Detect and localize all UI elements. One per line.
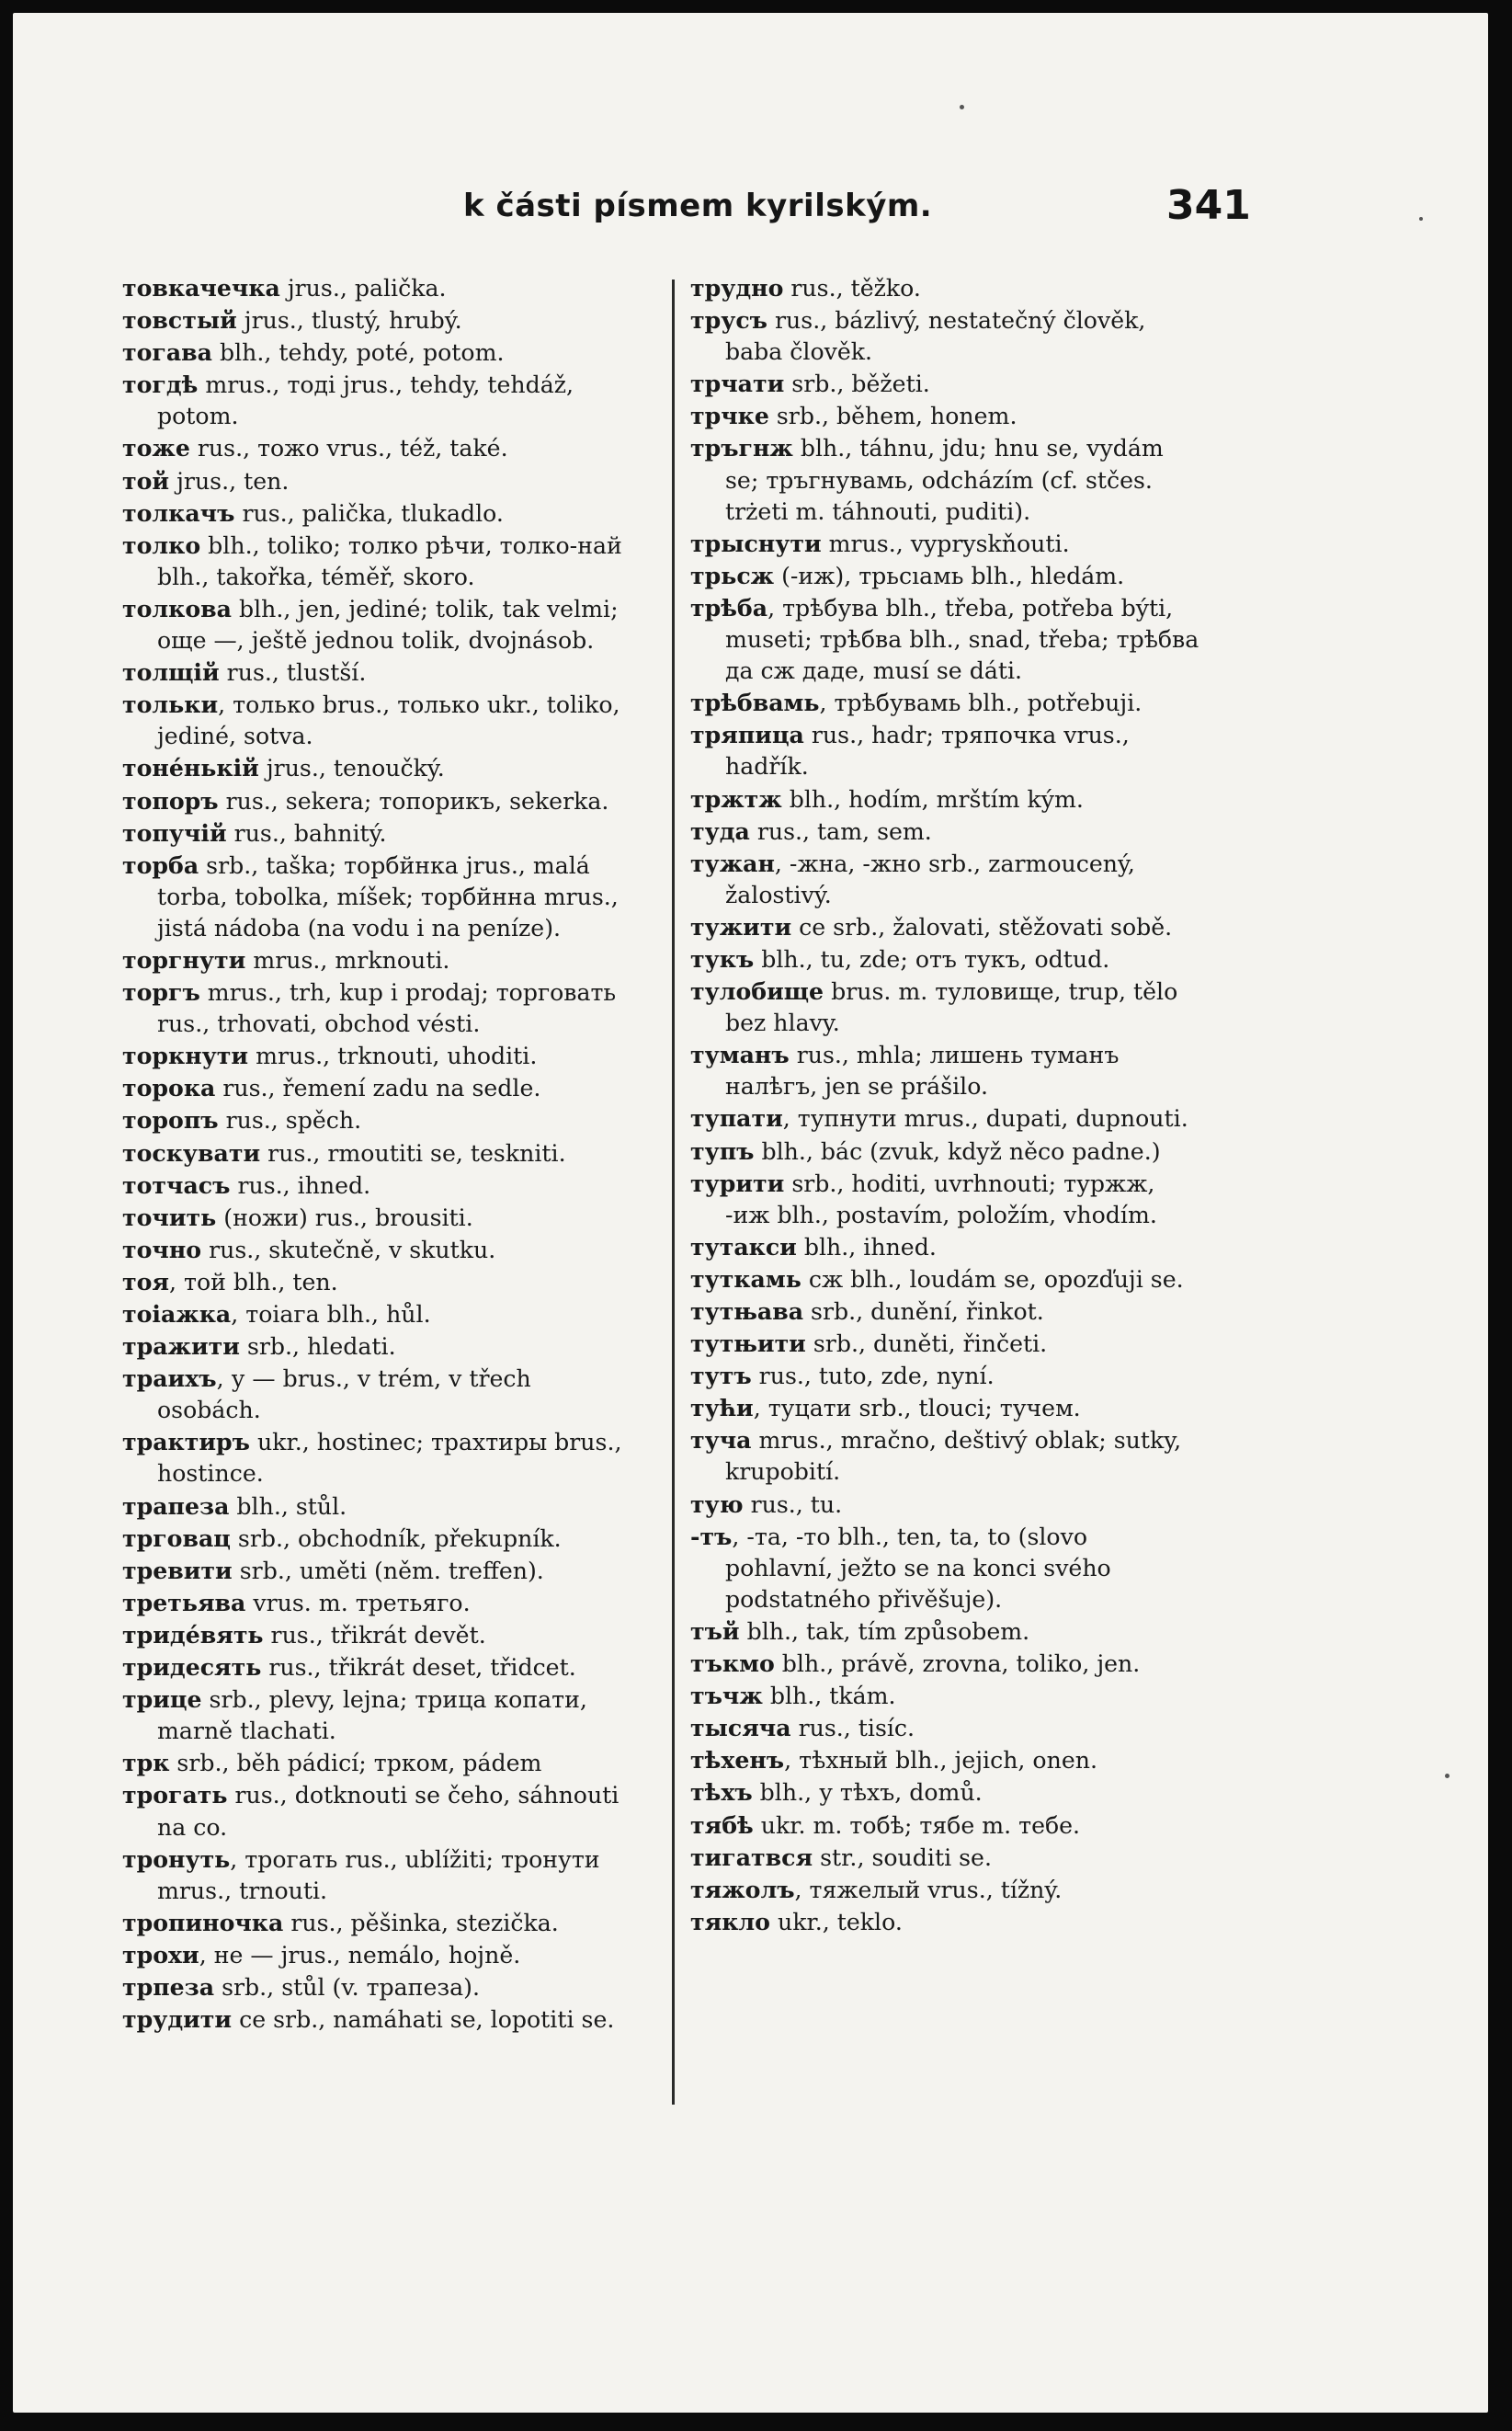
dictionary-entry	[690, 1295, 1200, 1328]
dictionary-entry	[122, 1683, 632, 1747]
entry-headword: тужан	[690, 849, 775, 877]
entry-definition: , той blh., ten.	[169, 1268, 338, 1295]
entry-headword: торгнути	[122, 945, 246, 974]
dictionary-entry	[122, 272, 632, 304]
dictionary-entry	[122, 337, 632, 369]
dictionary-entry	[122, 369, 632, 432]
entry-headword: трк	[122, 1749, 170, 1777]
dictionary-entry	[690, 1712, 1200, 1744]
left-column	[122, 272, 632, 2036]
entry-headword: точно	[122, 1235, 202, 1263]
entry-definition: srb., stůl (v. трапеза).	[214, 1973, 480, 2001]
entry-headword: тотчасъ	[122, 1170, 231, 1199]
entry-headword: трогать	[122, 1781, 228, 1809]
dictionary-entry	[690, 1102, 1200, 1135]
entry-headword: триде́вять	[122, 1620, 264, 1649]
dictionary-entry	[122, 1363, 632, 1426]
entry-headword: туманъ	[690, 1041, 790, 1069]
entry-headword: туткамь	[690, 1264, 801, 1293]
entry-definition: blh., bác (zvuk, když něco padne.)	[754, 1137, 1161, 1165]
entry-definition: rus., tuto, zde, nyní.	[751, 1363, 995, 1390]
entry-headword: турити	[690, 1169, 785, 1197]
entry-definition: srb., dunění, řinkot.	[803, 1298, 1044, 1325]
entry-definition: се srb., namáhati se, lopotiti se.	[232, 2006, 615, 2034]
entry-headword: тогдѣ	[122, 371, 199, 399]
entry-headword: трчати	[690, 370, 785, 398]
entry-definition: srb., hledati.	[239, 1333, 396, 1361]
entry-headword: трпеза	[122, 1972, 215, 2001]
entry-headword: тоне́нькій	[122, 754, 259, 782]
dictionary-entry	[690, 1136, 1200, 1168]
entry-definition: rus., hadr; тряпочка vrus., hadřík.	[725, 722, 1130, 781]
entry-headword: тутакси	[690, 1232, 797, 1261]
dictionary-entry	[690, 400, 1200, 432]
entry-headword: толкова	[122, 594, 232, 622]
entry-definition: ukr., hostinec; трахтиры brus., hostince.	[157, 1429, 622, 1488]
entry-definition: rus., тожо vrus., též, také.	[189, 435, 508, 462]
column-divider	[672, 280, 675, 2105]
entry-headword: толко	[122, 531, 201, 559]
dictionary-entry	[690, 560, 1200, 592]
entry-definition: rus., mhla; лишень туманъ налѣгъ, jen se prášilo.	[725, 1042, 1120, 1101]
entry-definition: rus., řemení zadu na sedle.	[215, 1075, 541, 1102]
entry-headword: толщій	[122, 658, 220, 687]
entry-headword: трчке	[690, 402, 769, 430]
dictionary-entry	[122, 1234, 632, 1266]
entry-definition: rus., spěch.	[218, 1107, 362, 1135]
entry-headword: тутњити	[690, 1330, 806, 1358]
dictionary-entry	[690, 1776, 1200, 1809]
entry-definition: blh., stůl.	[229, 1492, 347, 1520]
dictionary-entry	[122, 1490, 632, 1523]
dictionary-entry	[122, 1040, 632, 1072]
dictionary-entry	[690, 1392, 1200, 1424]
entry-definition: mrus., trknouti, uhoditi.	[248, 1043, 538, 1070]
entry-definition: ukr., teklo.	[769, 1908, 903, 1935]
entry-headword: тръгнж	[690, 434, 793, 462]
entry-headword: тронуть	[122, 1844, 231, 1873]
entry-headword: тући	[690, 1394, 754, 1422]
entry-definition: mrus., mračno, deštivý oblak; sutky, krupobití.	[725, 1427, 1182, 1486]
entry-headword: тулобище	[690, 977, 824, 1006]
dictionary-entry	[122, 1330, 632, 1363]
entry-headword: тужити	[690, 912, 792, 941]
entry-definition: се srb., žalovati, stěžovati sobě.	[791, 913, 1173, 941]
entry-headword: тражити	[122, 1332, 240, 1361]
entry-definition: rus., tam, sem.	[749, 817, 932, 845]
entry-definition: mrus., mrknouti.	[245, 946, 450, 974]
dictionary-entry	[690, 1521, 1200, 1615]
dictionary-entry	[122, 1907, 632, 1939]
entry-headword: тѣхенъ	[690, 1746, 785, 1775]
entry-definition: , тяжелый vrus., tížný.	[794, 1876, 1063, 1903]
entry-headword: трговац	[122, 1524, 231, 1552]
dictionary-entry	[122, 1619, 632, 1651]
entry-definition: , туцати srb., tlouci; тучем.	[753, 1395, 1081, 1422]
dictionary-entry	[690, 816, 1200, 848]
entry-definition: rus., skutečně, v skutku.	[201, 1236, 496, 1263]
dictionary-entry	[122, 304, 632, 337]
entry-definition: (ножи) rus., brousiti.	[216, 1204, 473, 1231]
entry-definition: rus., tisíc.	[790, 1715, 915, 1742]
dictionary-entry	[690, 1842, 1200, 1874]
dictionary-entry	[122, 1137, 632, 1170]
entry-headword: торока	[122, 1074, 216, 1102]
entry-definition: jrus., palička.	[279, 275, 447, 302]
entry-definition: srb., duněti, řinčeti.	[805, 1330, 1048, 1358]
entry-headword: тутъ	[690, 1362, 752, 1390]
entry-definition: , трогать rus., ublížiti; тронути mrus., trnouti.	[157, 1845, 600, 1904]
dictionary-entry	[690, 1231, 1200, 1263]
entry-headword: тоіажка	[122, 1300, 232, 1328]
entry-headword: тукъ	[690, 944, 755, 973]
dictionary-entry	[690, 1906, 1200, 1938]
dictionary-entry	[690, 1489, 1200, 1521]
entry-definition: jrus., ten.	[169, 467, 290, 495]
entry-headword: топучій	[122, 818, 227, 847]
dictionary-entry	[122, 1779, 632, 1843]
entry-definition: blh., tak, tím způsobem.	[739, 1617, 1030, 1645]
entry-definition: rus., bázlivý, nestatečný člověk, baba člověk.	[725, 307, 1146, 366]
entry-headword: тогава	[122, 338, 212, 367]
dictionary-entry	[690, 1263, 1200, 1295]
entry-definition: rus., sekera; топорикъ, sekerka.	[218, 787, 609, 815]
entry-definition: , у — brus., v trém, v třech osobách.	[157, 1365, 531, 1424]
dictionary-entry	[690, 719, 1200, 782]
entry-headword: траихъ	[122, 1364, 217, 1393]
entry-definition: rus., dotknouti se čeho, sáhnouti na co.	[157, 1782, 620, 1841]
entry-headword: той	[122, 466, 170, 495]
entry-definition: rus., tlustší.	[219, 659, 367, 687]
entry-headword: трапеза	[122, 1491, 230, 1520]
dictionary-entry	[690, 1648, 1200, 1680]
entry-definition: brus. m. туловище, trup, tělo bez hlavy.	[725, 978, 1178, 1037]
entry-headword: тряпица	[690, 721, 804, 749]
dictionary-entry	[122, 465, 632, 497]
dictionary-entry	[690, 304, 1200, 368]
entry-definition: rus., třikrát deset, třidcet.	[261, 1654, 576, 1682]
entry-definition: blh., tu, zde; отъ тукъ, odtud.	[754, 945, 1110, 973]
entry-definition: rus., tu.	[743, 1490, 843, 1518]
entry-headword: трице	[122, 1685, 202, 1714]
entry-headword: тоя	[122, 1267, 170, 1295]
dictionary-entry	[122, 1266, 632, 1298]
page-header	[13, 182, 1488, 243]
entry-definition: , не — jrus., nemálo, hojně.	[199, 1941, 521, 1969]
dictionary-entry	[690, 1328, 1200, 1360]
dictionary-entry	[122, 530, 632, 593]
entry-headword: тъй	[690, 1616, 740, 1645]
dictionary-entry	[690, 1039, 1200, 1102]
entry-headword: трактиръ	[122, 1428, 250, 1456]
entry-definition: (-иж), трьсıамь blh., hledám.	[774, 562, 1125, 589]
entry-headword: товкачечка	[122, 274, 280, 302]
entry-definition: srb., během, honem.	[768, 403, 1017, 430]
entry-definition: , -та, -то blh., ten, ta, to (slovo pohlavní, ježto se na konci svého podstatného přivěšuje).	[725, 1523, 1111, 1613]
entry-definition: jrus., tenoučký.	[258, 755, 445, 782]
entry-definition: vrus. m. третьяго.	[245, 1589, 471, 1616]
entry-headword: тигатвся	[690, 1843, 813, 1871]
dictionary-entry	[690, 528, 1200, 560]
dictionary-entry	[690, 432, 1200, 527]
dictionary-entry	[122, 850, 632, 944]
dictionary-entry	[122, 656, 632, 689]
entry-definition: сж blh., loudám se, opozďuji se.	[801, 1265, 1184, 1293]
entry-headword: трѣбвамь	[690, 689, 820, 717]
dictionary-entry	[690, 272, 1200, 304]
entry-headword: тупати	[690, 1104, 783, 1133]
paper-speck	[1419, 217, 1423, 221]
entry-headword: торба	[122, 850, 199, 879]
entry-definition: srb., obchodník, překupník.	[230, 1524, 562, 1552]
entry-headword: тъкмо	[690, 1649, 775, 1678]
dictionary-entry	[690, 976, 1200, 1039]
entry-definition: ukr. m. тобѣ; тябе m. тебе.	[753, 1811, 1081, 1839]
dictionary-entry	[122, 1170, 632, 1202]
right-column	[690, 272, 1200, 1938]
paper-speck	[1445, 1774, 1449, 1778]
dictionary-entry	[122, 1202, 632, 1234]
entry-definition: srb., uměti (něm. treffen).	[232, 1557, 544, 1584]
entry-headword: тржтж	[690, 784, 782, 813]
entry-definition: , тоіага blh., hůl.	[231, 1301, 431, 1328]
entry-definition: srb., plevy, lejna; трица копати, marně tlachati.	[157, 1686, 587, 1745]
dictionary-entry	[690, 848, 1200, 911]
entry-definition: rus., rmoutiti se, teskniti.	[260, 1139, 566, 1167]
dictionary-entry	[122, 432, 632, 464]
entry-definition: blh., hodím, mrštím kým.	[781, 785, 1084, 813]
entry-definition: rus., ihned.	[230, 1171, 371, 1199]
dictionary-entry	[690, 783, 1200, 816]
dictionary-entry	[122, 817, 632, 850]
dictionary-entry	[122, 1651, 632, 1683]
dictionary-entry	[690, 911, 1200, 943]
dictionary-entry	[690, 1680, 1200, 1712]
dictionary-entry	[122, 785, 632, 817]
entry-headword: тоже	[122, 434, 190, 462]
dictionary-entry	[690, 687, 1200, 719]
entry-headword: тякло	[690, 1907, 770, 1935]
entry-headword: туда	[690, 816, 750, 845]
dictionary-entry	[122, 976, 632, 1040]
running-title: k části písmem kyrilským.	[463, 188, 933, 224]
dictionary-entry	[690, 1360, 1200, 1392]
dictionary-entry	[690, 1809, 1200, 1842]
dictionary-entry	[122, 1939, 632, 1971]
entry-definition: , только brus., только ukr., toliko, jediné, sotva.	[157, 691, 620, 750]
entry-headword: топоръ	[122, 786, 219, 815]
entry-definition: blh., tehdy, poté, potom.	[211, 339, 505, 367]
dictionary-entry	[122, 1747, 632, 1779]
entry-headword: торопъ	[122, 1106, 219, 1135]
entry-definition: , -жна, -жно srb., zarmoucený, žalostivý.	[725, 850, 1135, 908]
entry-definition: , трѣбувамь blh., potřebuji.	[819, 690, 1143, 717]
entry-definition: blh., táhnu, jdu; hnu se, vydám se; тръгнувамь, odcházím (cf. stčes. trżeti m. táhnouti, puditi).	[725, 435, 1164, 525]
dictionary-entry	[122, 1104, 632, 1136]
dictionary-entry	[122, 593, 632, 656]
entry-headword: трыснути	[690, 529, 822, 557]
entry-headword: точить	[122, 1203, 217, 1231]
entry-headword: тяжолъ	[690, 1875, 795, 1903]
dictionary-entry	[122, 1298, 632, 1330]
dictionary-entry	[122, 1555, 632, 1587]
entry-definition: rus., palička, tlukadlo.	[234, 499, 504, 527]
dictionary-entry	[122, 944, 632, 976]
entry-definition: blh., toliko; толко рѣчи, толко-най blh., takořka, téměř, skoro.	[157, 531, 622, 590]
entry-headword: трьсж	[690, 561, 775, 589]
entry-headword: -тъ	[690, 1522, 733, 1550]
dictionary-entry	[690, 592, 1200, 687]
entry-definition: mrus., тодi jrus., tehdy, tehdáž, potom.	[157, 371, 574, 430]
entry-headword: торгъ	[122, 978, 200, 1007]
dictionary-entry	[122, 1587, 632, 1619]
entry-headword: тревити	[122, 1556, 233, 1584]
entry-headword: трѣба	[690, 593, 768, 622]
dictionary-entry	[122, 689, 632, 752]
entry-definition: blh., jen, jediné; tolik, tak velmi; още —, ještě jednou tolik, dvojnásob.	[157, 595, 619, 655]
dictionary-entry	[122, 752, 632, 784]
entry-definition: blh., у тѣхъ, domů.	[752, 1779, 983, 1807]
dictionary-entry	[690, 368, 1200, 400]
entry-headword: третьява	[122, 1588, 246, 1616]
entry-headword: тую	[690, 1489, 744, 1518]
entry-definition: mrus., vypryskňouti.	[821, 530, 1070, 557]
entry-definition: rus., bahnitý.	[226, 819, 387, 847]
entry-definition: blh., ihned.	[796, 1233, 937, 1261]
entry-definition: rus., pěšinka, stezička.	[283, 1909, 559, 1936]
entry-headword: трудити	[122, 2005, 233, 2034]
entry-definition: blh., tkám.	[762, 1683, 896, 1710]
entry-headword: тъчж	[690, 1682, 763, 1710]
dictionary-entry	[690, 1744, 1200, 1776]
document-page	[13, 13, 1488, 2413]
entry-headword: тольки	[122, 690, 219, 719]
dictionary-entry	[122, 1426, 632, 1489]
dictionary-entry	[690, 1168, 1200, 1231]
entry-definition: srb., běh pádicí; трком, pádem	[169, 1750, 542, 1777]
entry-headword: тридесять	[122, 1653, 262, 1682]
paper-speck	[960, 105, 964, 109]
dictionary-entry	[690, 1424, 1200, 1488]
entry-definition: str., souditi se.	[813, 1843, 992, 1871]
dictionary-entry	[122, 1072, 632, 1104]
entry-definition: blh., právě, zrovna, toliko, jen.	[774, 1650, 1141, 1678]
entry-headword: тупъ	[690, 1136, 755, 1165]
entry-definition: jrus., tlustý, hrubý.	[236, 307, 462, 335]
entry-definition: srb., taška; торбйнка jrus., malá torba, tobolka, míšek; торбйнна mrus., jistá nádoba (na vodu i na peníze).	[157, 851, 619, 942]
dictionary-entry	[690, 1615, 1200, 1648]
entry-headword: торкнути	[122, 1042, 249, 1070]
page-number: 341	[1166, 182, 1251, 229]
dictionary-entry	[122, 1523, 632, 1555]
entry-definition: rus., třikrát devět.	[263, 1621, 486, 1649]
entry-headword: туча	[690, 1426, 752, 1455]
entry-headword: тропиночка	[122, 1908, 284, 1936]
entry-definition: srb., běžeti.	[784, 371, 930, 398]
entry-headword: толкачъ	[122, 498, 235, 527]
entry-headword: трудно	[690, 274, 784, 302]
entry-definition: rus., těžko.	[783, 275, 921, 302]
entry-definition: srb., hoditi, uvrhnouti; туржж, -иж blh., postavím, položím, vhodím.	[725, 1170, 1157, 1228]
entry-headword: тябѣ	[690, 1810, 754, 1839]
dictionary-entry	[690, 1874, 1200, 1906]
entry-headword: трохи	[122, 1940, 199, 1969]
entry-headword: тоскувати	[122, 1138, 261, 1167]
entry-definition: , тупнути mrus., dupati, dupnouti.	[782, 1105, 1188, 1133]
entry-headword: товстый	[122, 306, 237, 335]
entry-headword: тутњава	[690, 1297, 804, 1325]
entry-definition: mrus., trh, kup i prodaj; торговать rus., trhovati, obchod vésti.	[157, 979, 617, 1038]
dictionary-entry	[122, 1843, 632, 1907]
dictionary-entry	[122, 497, 632, 530]
entry-definition: , трѣбува blh., třeba, potřeba býti, museti; трѣбва blh., snad, třeba; трѣбва да сж даде, musí se dáti.	[725, 594, 1199, 685]
dictionary-entry	[690, 943, 1200, 976]
entry-headword: тысяча	[690, 1714, 791, 1742]
entry-headword: тѣхъ	[690, 1778, 753, 1807]
entry-headword: трусъ	[690, 306, 767, 335]
dictionary-entry	[122, 1971, 632, 2003]
dictionary-entry	[122, 2003, 632, 2036]
entry-definition: , тѣхный blh., jejich, onen.	[784, 1747, 1097, 1775]
